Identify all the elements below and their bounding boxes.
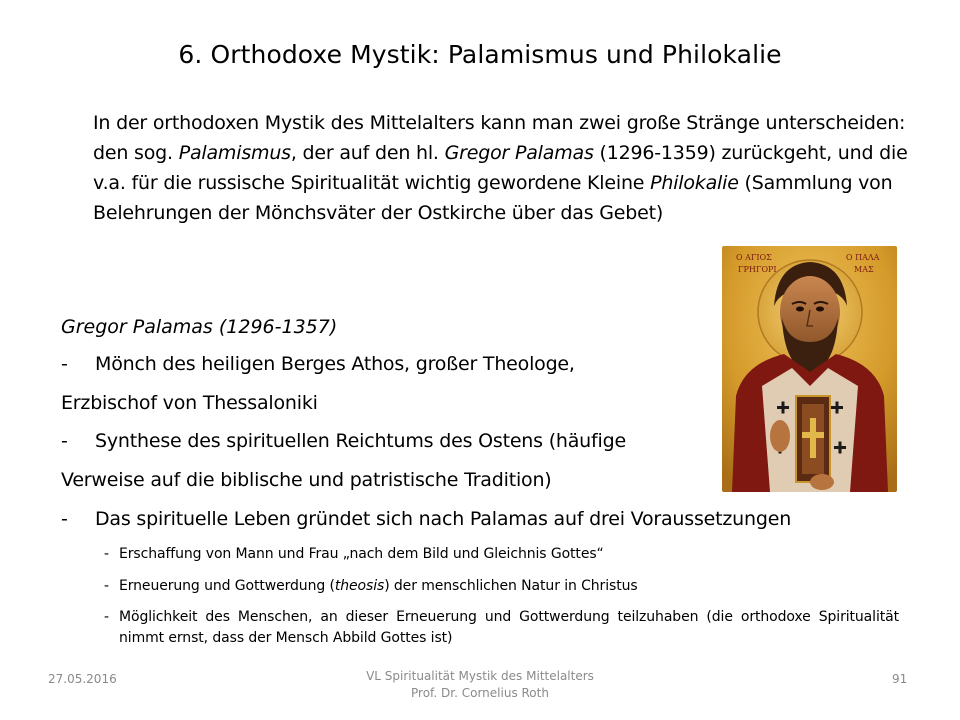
subbullet-2-em-theosis: theosis — [334, 578, 385, 594]
bullet-1-text: Mönch des heiligen Berges Athos, großer Theologe, — [95, 353, 575, 375]
intro-text-1: In der orthodoxen Mystik des Mittelalters kann man zwei große Stränge unterscheiden: den sog. — [93, 112, 906, 164]
bullet-3 — [61, 508, 791, 530]
subbullet-dash: - — [104, 578, 109, 594]
inscription-left-bottom: ΓΡΗΓΟΡΙ — [738, 265, 777, 274]
intro-text-4: (Sammlung von Belehrungen der Mönchsväter der Ostkirche über das Gebet) — [93, 172, 893, 224]
subbullet-3-text: Möglichkeit des Menschen, an dieser Erneuerung und Gottwerdung teilzuhaben (die orthodoxe Spiritualität nimmt ernst, dass der Mensch Abbild Gottes ist) — [119, 609, 899, 646]
inscription-right-top: Ο ΠΑΛΑ — [846, 253, 880, 262]
slide-title: 6. Orthodoxe Mystik: Palamismus und Philokalie — [178, 40, 782, 69]
intro-em-philokalie: Philokalie — [650, 172, 739, 194]
footer-course: VL Spiritualität Mystik des Mittelalters — [366, 669, 594, 683]
bullet-1 — [61, 353, 575, 375]
subbullet-1 — [104, 544, 899, 565]
bullet-dash: - — [61, 430, 68, 452]
inscription-left-top: Ο ΑΓΙΟΣ — [736, 253, 772, 262]
bullet-2 — [61, 430, 626, 452]
blessing-hand — [770, 420, 790, 452]
footer-author: Prof. Dr. Cornelius Roth — [411, 686, 549, 700]
subbullet-1-text: Erschaffung von Mann und Frau „nach dem Bild und Gleichnis Gottes“ — [119, 546, 604, 562]
bullet-2-text: Synthese des spirituellen Reichtums des Ostens (häufige — [95, 430, 626, 452]
subbullet-3 — [104, 607, 899, 649]
footer-date: 27.05.2016 — [48, 672, 117, 686]
intro-em-gregor: Gregor Palamas — [444, 142, 594, 164]
subbullet-dash: - — [104, 546, 109, 562]
bullet-dash: - — [61, 353, 68, 375]
gregor-palamas-icon-image — [722, 246, 897, 492]
subbullet-2 — [104, 576, 899, 597]
footer-center — [260, 668, 700, 702]
intro-paragraph — [93, 108, 933, 228]
saint-icon — [722, 246, 897, 492]
subbullet-2-text-a: Erneuerung und Gottwerdung ( — [119, 578, 335, 594]
section-heading: Gregor Palamas (1296-1357) — [61, 316, 338, 338]
bullet-dash: - — [61, 508, 68, 530]
subbullet-dash: - — [104, 609, 109, 625]
subbullet-2-text-b: ) der menschlichen Natur in Christus — [384, 578, 638, 594]
inscription-right-bottom: ΜΑΣ — [854, 265, 874, 274]
bullet-2-continuation: Verweise auf die biblische und patristische Tradition) — [61, 469, 552, 491]
intro-em-palamismus: Palamismus — [178, 142, 291, 164]
intro-text-3: (1296-1359) zurückgeht, und die v.a. für die russische Spiritualität wichtig gewordene Kleine — [93, 142, 908, 194]
intro-text-2: , der auf den hl. — [290, 142, 445, 164]
bullet-3-text: Das spirituelle Leben gründet sich nach Palamas auf drei Voraussetzungen — [95, 508, 792, 530]
bullet-1-continuation: Erzbischof von Thessaloniki — [61, 392, 318, 414]
footer-page-number: 91 — [892, 672, 908, 686]
